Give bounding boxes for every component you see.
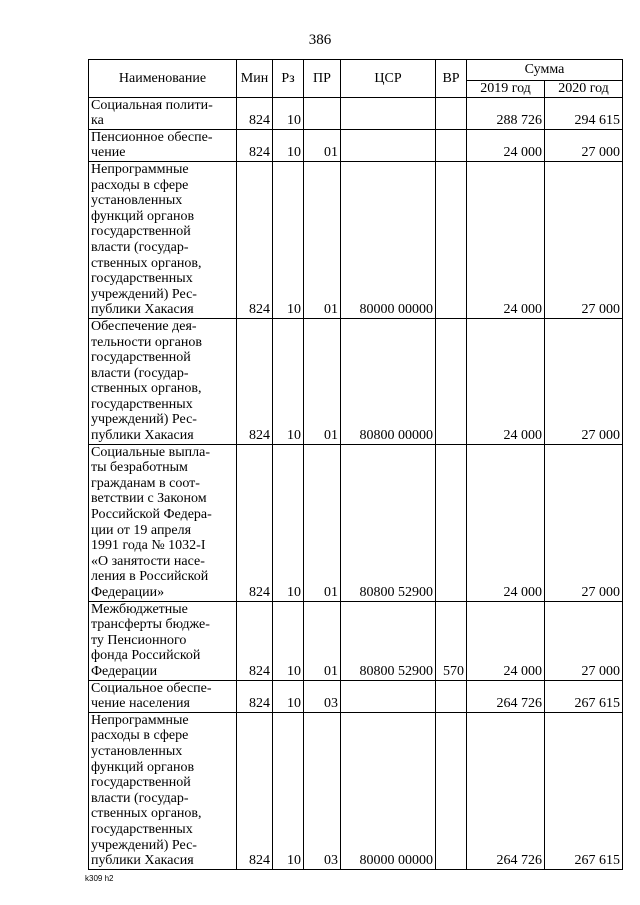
table-row xyxy=(89,601,623,680)
header-min: Мин xyxy=(237,60,273,98)
cell-y2019: 24 000 xyxy=(467,318,545,444)
cell-rz: 10 xyxy=(273,444,304,601)
cell-y2019: 24 000 xyxy=(467,601,545,680)
cell-rz: 10 xyxy=(273,161,304,318)
cell-rz: 10 xyxy=(273,97,304,129)
cell-min: 824 xyxy=(237,712,273,869)
cell-min: 824 xyxy=(237,318,273,444)
cell-pr: 01 xyxy=(304,161,341,318)
cell-y2019: 264 726 xyxy=(467,712,545,869)
cell-pr: 03 xyxy=(304,712,341,869)
footer-code: k309 h2 xyxy=(85,874,114,883)
cell-name: Обеспечение дея- тельности органов государственной власти (государ- ственных органов, государственных учреждений) Рес- публики Хакасия xyxy=(89,318,237,444)
cell-vr xyxy=(436,680,467,712)
header-rz: Рз xyxy=(273,60,304,98)
cell-csr: 80800 52900 xyxy=(341,444,436,601)
header-year-2020: 2020 год xyxy=(545,81,623,98)
cell-csr: 80800 00000 xyxy=(341,318,436,444)
cell-pr: 01 xyxy=(304,444,341,601)
cell-y2020: 267 615 xyxy=(545,712,623,869)
cell-name: Непрограммные расходы в сфере установленных функций органов государственной власти (государ- ственных органов, государственных учреждений) Рес- публики Хакасия xyxy=(89,712,237,869)
cell-name: Пенсионное обеспе- чение xyxy=(89,129,237,161)
budget-table xyxy=(88,59,623,870)
header-sum: Сумма xyxy=(467,60,623,81)
cell-y2020: 27 000 xyxy=(545,601,623,680)
cell-pr: 03 xyxy=(304,680,341,712)
table-row xyxy=(89,161,623,318)
cell-name: Межбюджетные трансферты бюдже- ту Пенсионного фонда Российской Федерации xyxy=(89,601,237,680)
cell-rz: 10 xyxy=(273,680,304,712)
cell-min: 824 xyxy=(237,161,273,318)
cell-pr: 01 xyxy=(304,601,341,680)
header-csr: ЦСР xyxy=(341,60,436,98)
cell-y2020: 27 000 xyxy=(545,129,623,161)
table-row xyxy=(89,318,623,444)
header-vr: ВР xyxy=(436,60,467,98)
cell-vr xyxy=(436,444,467,601)
cell-pr: 01 xyxy=(304,129,341,161)
cell-y2020: 27 000 xyxy=(545,444,623,601)
cell-csr xyxy=(341,97,436,129)
cell-vr: 570 xyxy=(436,601,467,680)
cell-min: 824 xyxy=(237,129,273,161)
cell-vr xyxy=(436,161,467,318)
cell-vr xyxy=(436,129,467,161)
cell-rz: 10 xyxy=(273,129,304,161)
cell-csr xyxy=(341,129,436,161)
cell-min: 824 xyxy=(237,97,273,129)
cell-name: Социальное обеспе- чение населения xyxy=(89,680,237,712)
header-name: Наименование xyxy=(89,60,237,98)
cell-y2019: 24 000 xyxy=(467,444,545,601)
header-year-2019: 2019 год xyxy=(467,81,545,98)
cell-csr: 80000 00000 xyxy=(341,712,436,869)
cell-name: Социальная полити- ка xyxy=(89,97,237,129)
cell-pr xyxy=(304,97,341,129)
cell-vr xyxy=(436,712,467,869)
cell-rz: 10 xyxy=(273,712,304,869)
cell-rz: 10 xyxy=(273,318,304,444)
cell-csr xyxy=(341,680,436,712)
header-pr: ПР xyxy=(304,60,341,98)
cell-name: Социальные выпла- ты безработным гражданам в соот- ветствии с Законом Российской Федера- ции от 19 апреля 1991 года № 1032-I «О занятости насе- ления в Российской Федерации» xyxy=(89,444,237,601)
table-row xyxy=(89,444,623,601)
cell-y2019: 264 726 xyxy=(467,680,545,712)
cell-pr: 01 xyxy=(304,318,341,444)
cell-y2020: 267 615 xyxy=(545,680,623,712)
cell-csr: 80800 52900 xyxy=(341,601,436,680)
page-number: 386 xyxy=(308,32,332,48)
cell-y2019: 24 000 xyxy=(467,161,545,318)
cell-y2020: 27 000 xyxy=(545,318,623,444)
cell-y2020: 294 615 xyxy=(545,97,623,129)
cell-y2020: 27 000 xyxy=(545,161,623,318)
table-row xyxy=(89,680,623,712)
cell-vr xyxy=(436,318,467,444)
cell-y2019: 288 726 xyxy=(467,97,545,129)
cell-y2019: 24 000 xyxy=(467,129,545,161)
cell-vr xyxy=(436,97,467,129)
cell-min: 824 xyxy=(237,444,273,601)
table-row xyxy=(89,129,623,161)
cell-name: Непрограммные расходы в сфере установленных функций органов государственной власти (государ- ственных органов, государственных учреждений) Рес- публики Хакасия xyxy=(89,161,237,318)
cell-rz: 10 xyxy=(273,601,304,680)
cell-min: 824 xyxy=(237,601,273,680)
cell-min: 824 xyxy=(237,680,273,712)
table-row xyxy=(89,712,623,869)
table-row xyxy=(89,97,623,129)
cell-csr: 80000 00000 xyxy=(341,161,436,318)
